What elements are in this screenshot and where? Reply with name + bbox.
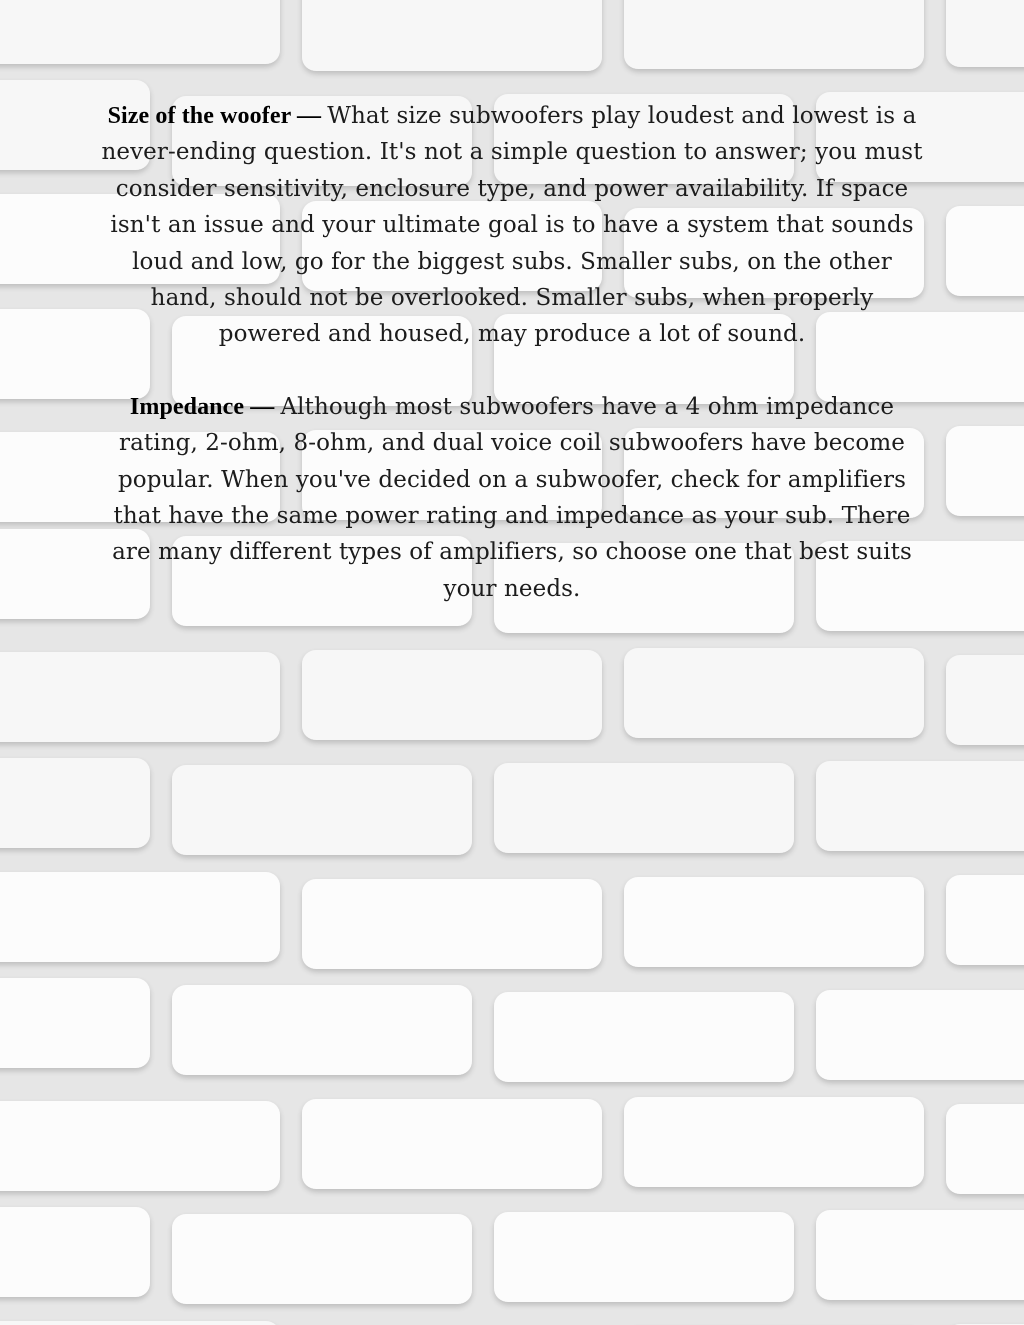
brick (816, 761, 1024, 851)
brick (946, 426, 1024, 516)
term-woofer-size: Size of the woofer (107, 103, 291, 129)
brick (0, 1207, 150, 1297)
brick (0, 652, 280, 742)
brick (624, 648, 924, 738)
brick (624, 0, 924, 69)
brick (946, 0, 1024, 67)
brick (946, 875, 1024, 965)
brick (172, 1214, 472, 1304)
brick (172, 765, 472, 855)
brick (0, 1101, 280, 1191)
brick (946, 655, 1024, 745)
brick (0, 978, 150, 1068)
brick (0, 758, 150, 848)
brick (0, 872, 280, 962)
brick (816, 990, 1024, 1080)
brick (0, 1321, 280, 1325)
brick (494, 763, 794, 853)
brick (494, 992, 794, 1082)
brick (494, 1212, 794, 1302)
term-impedance: Impedance (129, 393, 245, 420)
em-dash: — (244, 393, 281, 420)
brick (624, 877, 924, 967)
brick (946, 206, 1024, 296)
brick (302, 650, 602, 740)
brick (946, 1104, 1024, 1194)
brick (172, 985, 472, 1075)
em-dash: — (290, 103, 328, 129)
article-content (100, 98, 924, 643)
section-body: Although most subwoofers have a 4 ohm impedance rating, 2-ohm, 8-ohm, and dual voice coil subwoofers have become popular. When you've decided on a subwoofer, check for amplifiers that have the same power rating and impedance as your sub. There are many different types of amplifiers, so choose one that best suits your needs. (112, 393, 912, 602)
section-woofer-size (100, 98, 924, 353)
brick (302, 1099, 602, 1189)
brick (624, 1097, 924, 1187)
section-body: What size subwoofers play loudest and lowest is a never-ending question. It's not a simple question to answer; you must consider sensitivity, enclosure type, and power availability. If space isn't an issue and your ultimate goal is to have a system that sounds loud and low, go for the biggest subs. Smaller subs, on the other hand, should not be overlooked. Smaller subs, when properly powered and housed, may produce a lot of sound. (101, 103, 923, 348)
brick (0, 0, 280, 64)
brick (302, 879, 602, 969)
brick (302, 0, 602, 71)
brick (816, 1210, 1024, 1300)
section-impedance (100, 389, 924, 607)
